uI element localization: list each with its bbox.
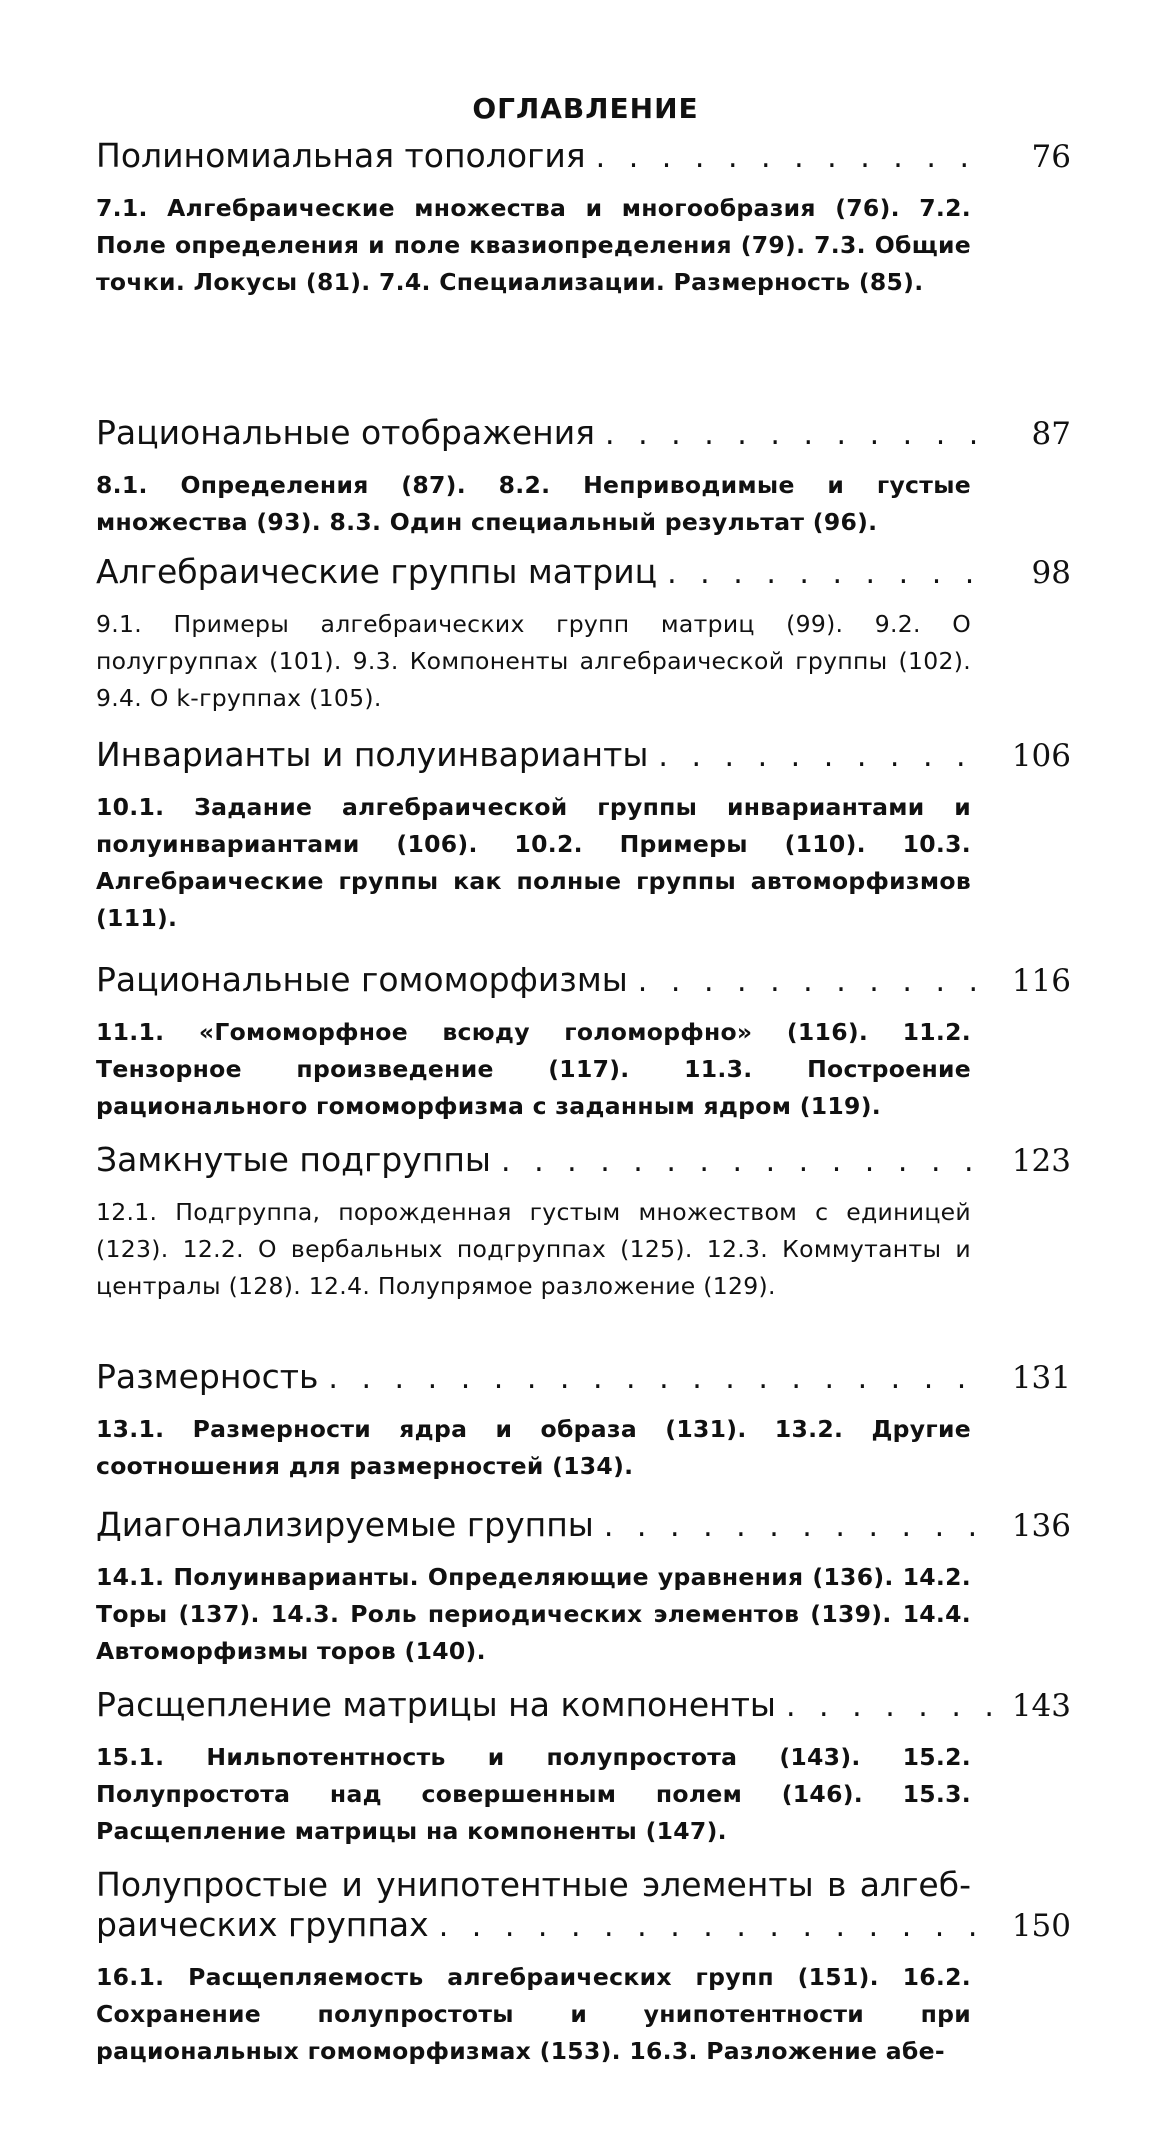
toc-section (96, 1685, 1071, 1850)
toc-section (96, 960, 1071, 1125)
toc-subsections: 14.1. Полуинварианты. Определяющие уравнения (136). 14.2. Торы (137). 14.3. Роль периодических элементов (139). 14.4. Автоморфизмы торов (140). (96, 1563, 971, 1665)
toc-entry-title: Размерность (96, 1357, 319, 1396)
page-title: ОГЛАВЛЕНИЕ (472, 92, 699, 125)
toc-subsections: 8.1. Определения (87). 8.2. Неприводимые и густые множества (93). 8.3. Один специальный результат (96). (96, 471, 971, 536)
toc-entry-title-cont: раических группах (96, 1905, 429, 1944)
leader-dots (596, 138, 991, 178)
toc-entry-page: 131 (1011, 1360, 1071, 1396)
toc-entry[interactable] (96, 735, 1071, 777)
toc-subsections: 10.1. Задание алгебраической группы инвариантами и полуинвариантами (106). 10.2. Примеры (110). 10.3. Алгебраические группы как полные группы автоморфизмов (111). (96, 793, 971, 932)
toc-section (96, 1505, 1071, 1670)
leader-dots (658, 737, 991, 777)
toc-section (96, 1140, 1071, 1305)
toc-entry-page: 143 (1011, 1688, 1071, 1724)
toc-entry[interactable] (96, 136, 1071, 178)
toc-subsections: 12.1. Подгруппа, порожденная густым множеством с единицей (123). 12.2. О вербальных подгруппах (125). 12.3. Коммутанты и централы (128). 12.4. Полупрямое разложение (129). (96, 1198, 971, 1300)
leader-dots (667, 554, 991, 594)
toc-subsections: 11.1. «Гомоморфное всюду голоморфно» (116). 11.2. Тензорное произведение (117). 11.3. Построение рационального гомоморфизма с заданным ядром (119). (96, 1018, 971, 1120)
toc-entry-page: 123 (1011, 1143, 1071, 1179)
toc-entry-page: 87 (1031, 416, 1071, 452)
toc-entry[interactable] (96, 1685, 1071, 1727)
toc-entry-page: 98 (1031, 555, 1071, 591)
toc-section (96, 552, 1071, 717)
toc-entry-title: Полупростые и унипотентные элементы в алгеб- (96, 1865, 971, 1904)
toc-entry[interactable] (96, 552, 1071, 594)
toc-entry-page: 116 (1011, 963, 1071, 999)
toc-section (96, 1865, 1071, 2070)
toc-entry-title: Рациональные гомоморфизмы (96, 960, 628, 999)
toc-entry-title: Инварианты и полуинварианты (96, 735, 649, 774)
leader-dots (605, 415, 991, 455)
leader-dots (638, 962, 991, 1002)
toc-entry-page: 106 (1011, 738, 1071, 774)
toc-entry-page: 76 (1031, 139, 1071, 175)
toc-subsections: 15.1. Нильпотентность и полупростота (143). 15.2. Полупростота над совершенным полем (146). 15.3. Расщепление матрицы на компоненты (147). (96, 1743, 971, 1845)
leader-dots (439, 1907, 991, 1947)
toc-entry-title: Расщепление матрицы на компоненты (96, 1685, 776, 1724)
toc-entry[interactable] (96, 960, 1071, 1002)
toc-section (96, 1357, 1071, 1485)
toc-entry-title: Алгебраические группы матриц (96, 552, 658, 591)
toc-entry[interactable] (96, 1140, 1071, 1182)
toc-entry-line1[interactable] (96, 1865, 1071, 1905)
toc-subsections: 13.1. Размерности ядра и образа (131). 13.2. Другие соотношения для размерностей (134). (96, 1415, 971, 1480)
toc-entry-title: Замкнутые подгруппы (96, 1140, 491, 1179)
leader-dots (328, 1359, 991, 1399)
toc-entry-title: Рациональные отображения (96, 413, 596, 452)
toc-section (96, 136, 1071, 301)
toc-section (96, 735, 1071, 937)
toc-entry-title: Полиномиальная топология (96, 136, 586, 175)
toc-entry-page: 150 (1011, 1908, 1071, 1944)
toc-entry[interactable] (96, 1905, 1071, 1947)
toc-subsections: 9.1. Примеры алгебраических групп матриц (99). 9.2. О полугруппах (101). 9.3. Компоненты алгебраической группы (102). 9.4. О k-группах (105). (96, 610, 971, 712)
leader-dots (786, 1687, 991, 1727)
toc-subsections: 7.1. Алгебраические множества и многообразия (76). 7.2. Поле определения и поле квазиопределения (79). 7.3. Общие точки. Локусы (81). 7.4. Специализации. Размерность (85). (96, 194, 971, 296)
toc-section (96, 413, 1071, 541)
toc-entry[interactable] (96, 1357, 1071, 1399)
toc-entry[interactable] (96, 413, 1071, 455)
leader-dots (501, 1142, 991, 1182)
toc-entry-title: Диагонализируемые группы (96, 1505, 594, 1544)
leader-dots (604, 1507, 991, 1547)
toc-entry[interactable] (96, 1505, 1071, 1547)
toc-entry-page: 136 (1011, 1508, 1071, 1544)
toc-subsections: 16.1. Расщепляемость алгебраических групп (151). 16.2. Сохранение полупростоты и унипотентности при рациональных гомоморфизмах (153). 16.3. Разложение абе- (96, 1963, 971, 2065)
